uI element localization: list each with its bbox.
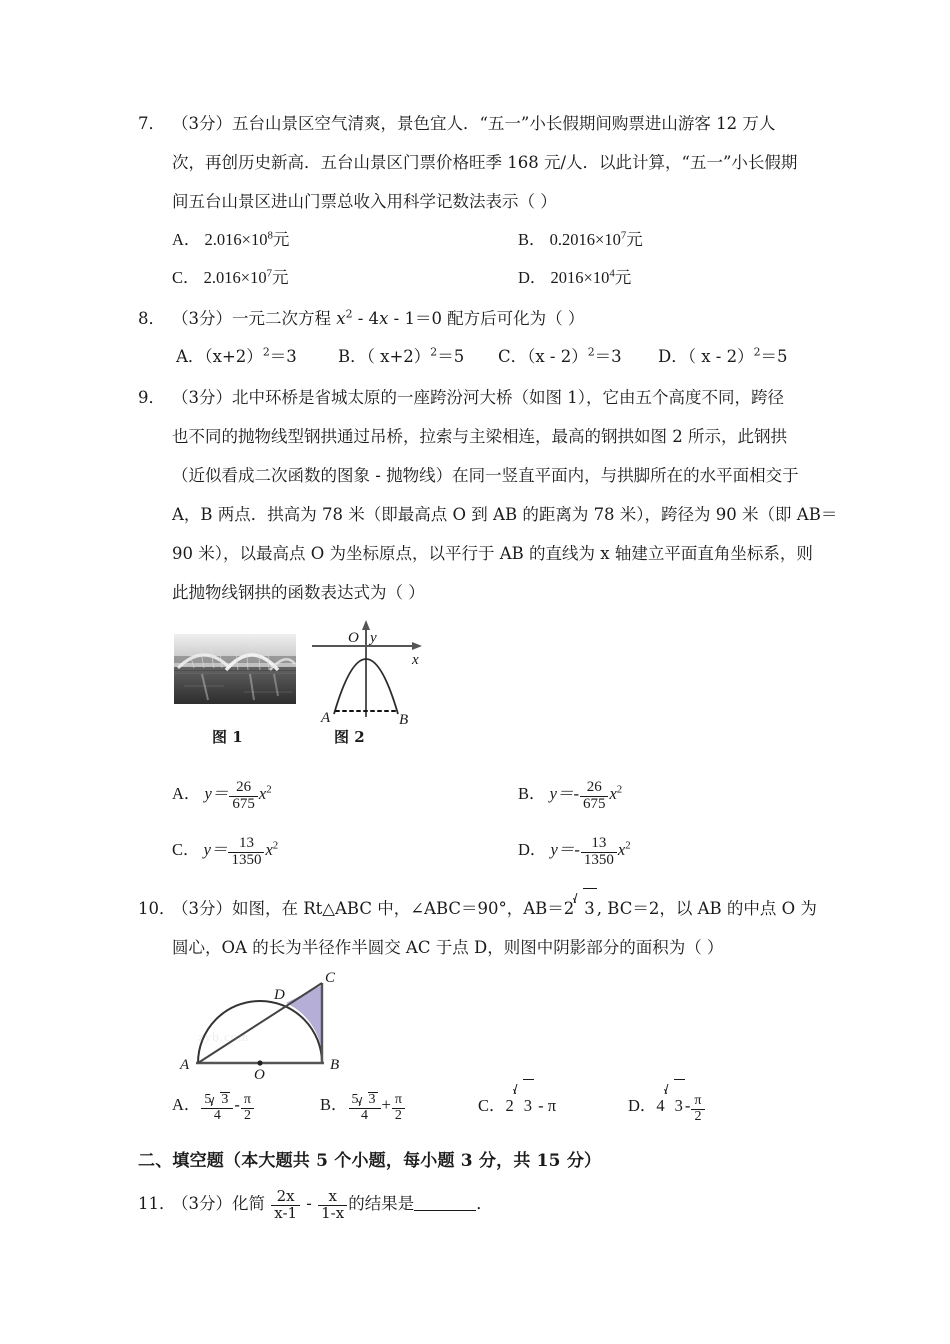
q9-frac-b: $\frac{26}{675}$ bbox=[580, 780, 609, 813]
q7-option-b[interactable]: B． $0.2016\times 10^7$元 bbox=[518, 229, 643, 249]
label-B: B bbox=[330, 1057, 340, 1073]
q7-line-3 bbox=[138, 182, 838, 221]
parabola-diagram bbox=[304, 612, 434, 737]
label-y: y bbox=[370, 630, 377, 646]
question-7 bbox=[138, 104, 838, 297]
watermark-text: zyb.com bbox=[198, 1029, 250, 1044]
bridge-photo bbox=[174, 634, 296, 704]
q10-number: 10． bbox=[138, 899, 176, 918]
label-O: O bbox=[254, 1067, 265, 1079]
q9-options-row-2 bbox=[138, 822, 838, 878]
q9-line-3: （近似看成二次函数的图象 - 抛物线）在同一竖直平面内，与拱脚所在的水平面相交于 bbox=[172, 466, 799, 485]
page-content bbox=[138, 104, 838, 1229]
q10-option-a[interactable]: A． $\frac{5 3}{4}$ - $\frac{\pi}{2}$ bbox=[172, 1079, 255, 1131]
q7-option-d[interactable]: D． $2016\times 10^4$元 bbox=[518, 267, 632, 287]
q9-line-5: 90 米），以最高点 O 为坐标原点，以平行于 AB 的直线为 x 轴建立平面直角坐标系，则 bbox=[172, 544, 813, 563]
figure-1-caption: 图 1 bbox=[212, 728, 243, 746]
figure-2-caption: 图 2 bbox=[334, 728, 365, 746]
q11-frac-2: $\frac{x}{1-x}$ bbox=[318, 1189, 347, 1222]
q10a-frac-1: $\frac{5 3}{4}$ bbox=[201, 1092, 233, 1123]
q7-line-2 bbox=[138, 143, 838, 182]
q10-options bbox=[138, 1079, 838, 1131]
q9-option-a[interactable]: A． y＝ $\frac{26}{675}$ $x^2$ bbox=[172, 779, 272, 813]
q10a-frac-2: $\frac{\pi}{2}$ bbox=[241, 1093, 254, 1123]
q9-option-b[interactable]: B． y＝- $\frac{26}{675}$ $x^2$ bbox=[518, 779, 623, 813]
q10-sqrt-3: 3 bbox=[574, 888, 597, 928]
label-D: D bbox=[274, 987, 285, 1003]
q7-number: 7． bbox=[138, 114, 165, 133]
label-C: C bbox=[325, 970, 336, 986]
q9-line-4: A，B 两点．拱高为 78 米（即最高点 O 到 AB 的距离为 78 米），跨径为 90 米（即 AB＝ bbox=[172, 505, 838, 524]
q9-line-2: 也不同的抛物线型钢拱通过吊桥，拉索与主梁相连，最高的钢拱如图 2 所示，此钢拱 bbox=[172, 427, 787, 446]
q8-option-c[interactable]: C．（x - 2）$^2$＝3 bbox=[498, 345, 622, 366]
q10d-sqrt: 3 bbox=[665, 1079, 685, 1132]
q7-line-1 bbox=[138, 104, 838, 143]
q11-number: 11． bbox=[138, 1194, 176, 1213]
question-9 bbox=[138, 378, 838, 878]
q9-options-row-1 bbox=[138, 766, 838, 822]
q7-options-row-1 bbox=[138, 221, 838, 259]
label-A: A bbox=[180, 1057, 190, 1073]
q9-number: 9． bbox=[138, 388, 165, 407]
shaded-region bbox=[286, 985, 322, 1063]
q8-option-a[interactable]: A．$(x+2)^2=3$ bbox=[176, 345, 297, 366]
q7-options-row-2 bbox=[138, 259, 838, 297]
q7-text-1: （3分）五台山景区空气清爽，景色宜人．“五一”小长假期间购票进山游客 12 万人 bbox=[172, 114, 776, 133]
q8-options bbox=[138, 338, 838, 376]
q7-text-3: 间五台山景区进山门票总收入用科学记数法表示（ ） bbox=[172, 192, 557, 211]
q9-line-1: 9． （3分）北中环桥是省城太原的一座跨汾河大桥（如图 1），它由五个高度不同，跨径 bbox=[138, 378, 838, 417]
q8-number: 8． bbox=[138, 309, 165, 328]
q7-text-2: 次，再创历史新高．五台山景区门票价格旺季 168 元/人．以此计算，“五一”小长假期 bbox=[172, 153, 798, 172]
q10-line-1: 10．（3分）如图，在 Rt△ABC 中，∠ABC＝90°，AB＝2 3 , BC＝2，以 AB 的中点 O 为 bbox=[138, 888, 838, 928]
question-10 bbox=[138, 888, 838, 1131]
question-8 bbox=[138, 299, 838, 376]
q9-frac-c: $\frac{13}{1350}$ bbox=[228, 836, 264, 869]
q10-line-2: 圆心，OA 的长为半径作半圆交 AC 于点 D，则图中阴影部分的面积为（ ） bbox=[172, 938, 724, 957]
label-origin: O bbox=[348, 630, 359, 646]
q9-frac-a: $\frac{26}{675}$ bbox=[229, 780, 258, 813]
q8-stem: 8． （3分）一元二次方程 $x^2 - 4x - 1=0$ 配方后可化为（ ） bbox=[138, 299, 838, 338]
label-x: x bbox=[412, 652, 419, 668]
q8-option-b[interactable]: B．（ x+2）$^2$＝5 bbox=[338, 345, 465, 366]
q8-option-d[interactable]: D．（ x - 2）$^2$＝5 bbox=[658, 345, 788, 366]
q10-figure bbox=[138, 967, 838, 1079]
question-11 bbox=[138, 1181, 838, 1227]
q9-figures bbox=[138, 616, 838, 766]
q9-line-6: 此抛物线钢拱的函数表达式为（ ） bbox=[172, 583, 425, 602]
semicircle-diagram bbox=[162, 967, 362, 1084]
q10b-frac-2: $\frac{\pi}{2}$ bbox=[392, 1093, 405, 1123]
q10-option-d[interactable]: D．4 3 - $\frac{\pi}{2}$ bbox=[628, 1079, 706, 1132]
q10c-sqrt: 3 bbox=[514, 1079, 534, 1132]
center-point-O bbox=[257, 1060, 262, 1065]
section-heading-fill-in-blanks: 二、填空题（本大题共 5 个小题，每小题 3 分，共 15 分） bbox=[138, 1151, 602, 1171]
q10d-frac: $\frac{\pi}{2}$ bbox=[691, 1094, 704, 1124]
q11-answer-blank[interactable] bbox=[414, 1194, 476, 1211]
q11-frac-1: $\frac{2x}{x-1}$ bbox=[271, 1189, 300, 1222]
q9-frac-d: $\frac{13}{1350}$ bbox=[581, 836, 617, 869]
label-A: A bbox=[321, 710, 331, 726]
q7-option-c[interactable]: C． $2.016\times 10^7$元 bbox=[172, 267, 289, 287]
q10b-frac-1: $\frac{5 3}{4}$ bbox=[349, 1092, 381, 1123]
label-B: B bbox=[399, 712, 409, 728]
q9-option-c[interactable]: C． y＝ $\frac{13}{1350}$ $x^2$ bbox=[172, 835, 279, 869]
q7-option-a[interactable]: A． $2.016\times 10^8$元 bbox=[172, 229, 290, 249]
q10-option-b[interactable]: B． $\frac{5 3}{4}$ + $\frac{\pi}{2}$ bbox=[320, 1079, 406, 1131]
q11-line: 11．（3分）化简 $\frac{2x}{x-1}$ - $\frac{x}{1-x}$ 的结果是 ． bbox=[138, 1181, 838, 1227]
q9-option-d[interactable]: D． y＝- $\frac{13}{1350}$ $x^2$ bbox=[518, 835, 631, 869]
q10-option-c[interactable]: C．2 3 - π bbox=[478, 1079, 556, 1132]
